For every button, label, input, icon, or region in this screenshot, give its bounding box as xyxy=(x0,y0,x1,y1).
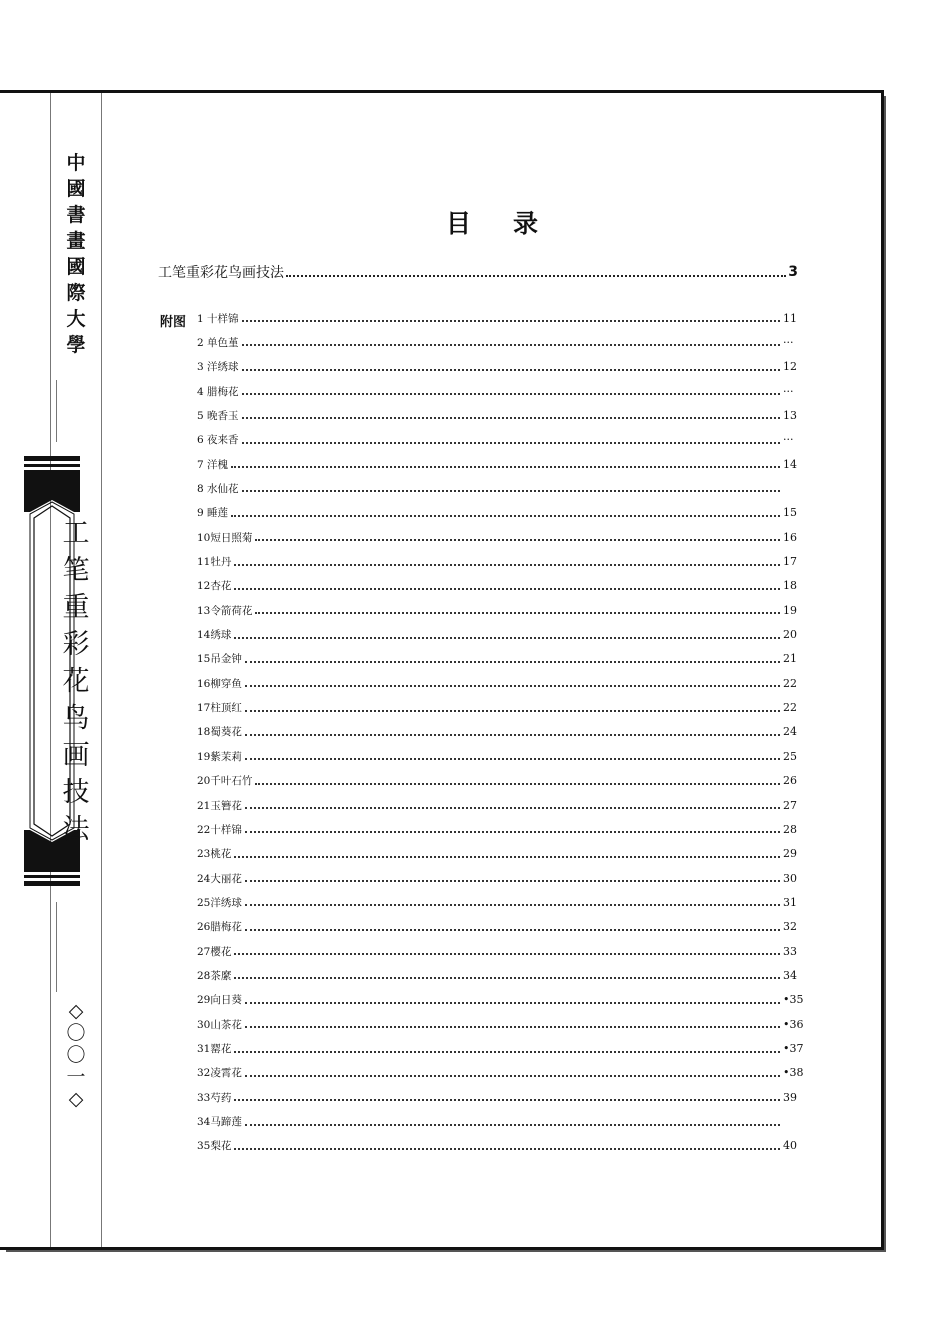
leader-dots xyxy=(245,655,780,663)
toc-entry-label: 10短日照菊 xyxy=(197,531,253,544)
book-title xyxy=(56,515,96,848)
leader-dots xyxy=(234,850,780,858)
toc-entry-page: ··· xyxy=(783,433,794,447)
toc-entry xyxy=(197,967,813,983)
toc-entry xyxy=(197,1041,813,1057)
toc-entry xyxy=(197,724,813,740)
toc-entry xyxy=(197,1089,813,1105)
toc-entry-page: 26 xyxy=(783,774,797,788)
toc-entry xyxy=(197,554,813,570)
toc-entry-label: 30山茶花 xyxy=(197,1018,242,1031)
toc-entry-page: •35 xyxy=(783,993,804,1007)
toc-entry-label: 35梨花 xyxy=(197,1140,232,1153)
toc-entry-label: 19紫茉莉 xyxy=(197,750,242,763)
leader-dots xyxy=(286,267,786,277)
page-number xyxy=(56,1000,96,1110)
toc-entry xyxy=(197,797,813,813)
toc-entry-label: 32凌霄花 xyxy=(197,1067,242,1080)
toc-entry-label: 17柱顶红 xyxy=(197,702,242,715)
toc-entry xyxy=(197,1138,813,1154)
frame-bottom-shadow xyxy=(6,1250,886,1252)
toc-entry xyxy=(197,310,813,326)
toc-entry-label: 11牡丹 xyxy=(197,556,232,568)
leader-dots xyxy=(242,411,780,419)
toc-entry xyxy=(197,627,813,643)
leader-dots xyxy=(245,874,780,882)
toc-entry-page: 33 xyxy=(783,944,797,958)
toc-entry-label: 4 腊梅花 xyxy=(197,385,239,398)
toc-entry xyxy=(197,870,813,886)
toc-entry xyxy=(197,334,813,350)
leader-dots xyxy=(245,704,780,712)
toc-entry-label: 14绣球 xyxy=(197,629,232,642)
leader-dots xyxy=(234,1142,780,1150)
leader-dots xyxy=(234,631,780,639)
leader-dots xyxy=(231,460,780,468)
leader-dots xyxy=(234,1045,780,1053)
toc-entry-label: 27樱花 xyxy=(197,945,232,958)
toc-entry-page: 18 xyxy=(783,579,797,593)
toc-entry xyxy=(197,505,813,521)
frame-top-border xyxy=(0,90,884,93)
toc-entry-page: 21 xyxy=(783,652,797,666)
leader-dots xyxy=(234,582,780,590)
leader-dots xyxy=(242,338,780,346)
toc-entry xyxy=(197,432,813,448)
spine-right-rule xyxy=(101,93,102,1247)
toc-entry-page: 30 xyxy=(783,871,797,885)
toc-entry-page: ··· xyxy=(783,335,794,349)
page_number-char: 〇 xyxy=(66,1044,86,1066)
leader-dots xyxy=(245,752,780,760)
toc-entry xyxy=(197,748,813,764)
toc-entry-page: ··· xyxy=(783,384,794,398)
toc-entry-label: 8 水仙花 xyxy=(197,482,239,495)
page_number-char: 一 xyxy=(66,1066,86,1088)
toc-entry xyxy=(197,407,813,423)
toc-entry xyxy=(197,773,813,789)
toc-entry-label: 9 睡莲 xyxy=(197,507,229,520)
toc-entry-label: 28茶縻 xyxy=(197,969,232,982)
series_title-char: 際 xyxy=(66,282,86,304)
book_title-char: 重 xyxy=(62,592,90,623)
toc-entry-page: 12 xyxy=(783,360,797,374)
leader-dots xyxy=(245,923,780,931)
leader-dots xyxy=(245,898,780,906)
series_title-char: 書 xyxy=(66,204,86,226)
toc-entry-label: 20千叶石竹 xyxy=(197,775,253,788)
leader-dots xyxy=(245,1020,780,1028)
toc-entry xyxy=(197,846,813,862)
toc-entry xyxy=(197,675,813,691)
toc-entry-label: 6 夜来香 xyxy=(197,434,239,447)
toc-entry-page: 22 xyxy=(783,701,797,715)
toc-entry xyxy=(197,578,813,594)
book_title-char: 画 xyxy=(62,740,90,771)
leader-dots xyxy=(255,533,780,541)
leader-dots xyxy=(234,558,780,566)
toc-entry-page: 27 xyxy=(783,798,797,812)
toc-title: 目录 xyxy=(446,209,581,238)
book_title-char: 笔 xyxy=(62,555,90,586)
spine-separator-bottom xyxy=(56,902,57,992)
toc-entry-page: 19 xyxy=(783,603,797,617)
leader-dots xyxy=(245,679,780,687)
series_title-char: 中 xyxy=(66,152,86,174)
page_number-char: ◇ xyxy=(68,1088,84,1110)
book_title-char: 彩 xyxy=(62,629,90,660)
toc-entry-label: 29向日葵 xyxy=(197,994,242,1007)
book_title-char: 花 xyxy=(62,666,90,697)
toc-entry-label: 23桃花 xyxy=(197,848,232,861)
leader-dots xyxy=(245,728,780,736)
leader-dots xyxy=(242,436,780,444)
book_title-char: 法 xyxy=(62,814,90,845)
toc-entry xyxy=(197,821,813,837)
leader-dots xyxy=(242,484,780,492)
series-title xyxy=(56,150,96,358)
leader-dots xyxy=(242,314,780,322)
toc-entry xyxy=(197,992,813,1008)
toc-entry-page: 39 xyxy=(783,1090,797,1104)
toc-entry xyxy=(197,919,813,935)
toc-entry-label: 7 洋槐 xyxy=(197,458,229,471)
toc-main-entry-page: 3 xyxy=(788,264,798,280)
toc-entry-label: 18蜀葵花 xyxy=(197,726,242,739)
leader-dots xyxy=(231,509,780,517)
toc-entry-label: 1 十样锦 xyxy=(197,312,239,325)
toc-entry xyxy=(197,456,813,472)
toc-entry-label: 26腊梅花 xyxy=(197,921,242,934)
toc-entry xyxy=(197,943,813,959)
toc-entry-page: 16 xyxy=(783,530,797,544)
toc-entry xyxy=(197,529,813,545)
toc-entry-page: 13 xyxy=(783,408,797,422)
toc-entry-page: 11 xyxy=(783,311,797,325)
toc-entry xyxy=(197,1065,813,1081)
toc-entry-label: 16柳穿鱼 xyxy=(197,677,242,690)
toc-entry-label: 2 单色堇 xyxy=(197,336,239,349)
toc-entry-label: 31罂花 xyxy=(197,1043,232,1055)
toc-entry-label: 22十样锦 xyxy=(197,823,242,836)
toc-entry xyxy=(197,894,813,910)
toc-entry-page: 32 xyxy=(783,920,797,934)
leader-dots xyxy=(245,825,780,833)
toc-entry-label: 33芍药 xyxy=(197,1091,232,1104)
toc-entry-page: 17 xyxy=(783,555,797,568)
toc-main-entry xyxy=(158,262,798,282)
series_title-char: 畫 xyxy=(66,230,86,252)
toc-entry-page: 40 xyxy=(783,1139,797,1153)
figure-section-label: 附图 xyxy=(160,315,187,330)
toc-entry-page: 24 xyxy=(783,725,797,739)
series_title-char: 國 xyxy=(66,178,86,200)
toc-entry-page: 25 xyxy=(783,749,797,763)
frame-right-shadow xyxy=(884,96,886,1252)
leader-dots xyxy=(245,1069,780,1077)
toc-entry xyxy=(197,1114,813,1130)
toc-entry xyxy=(197,602,813,618)
toc-entry xyxy=(197,700,813,716)
toc-entry xyxy=(197,1016,813,1032)
series_title-char: 學 xyxy=(66,334,86,356)
page_number-char: ◇ xyxy=(68,1000,84,1022)
leader-dots xyxy=(242,363,780,371)
toc-entry-label: 21玉簪花 xyxy=(197,799,242,812)
toc-entry-page: 28 xyxy=(783,822,797,836)
leader-dots xyxy=(234,1093,780,1101)
toc-main-entry-label: 工笔重彩花鸟画技法 xyxy=(158,265,284,281)
spine-separator-top xyxy=(56,380,57,442)
leader-dots xyxy=(245,1118,780,1126)
toc-entry-page: •38 xyxy=(783,1066,804,1080)
toc-entry-label: 15吊金钟 xyxy=(197,653,242,666)
toc-entry-label: 24大丽花 xyxy=(197,872,242,885)
leader-dots xyxy=(255,606,780,614)
toc-entry xyxy=(197,383,813,399)
toc-entry-label: 25洋绣球 xyxy=(197,896,242,909)
toc-entry-page: 15 xyxy=(783,506,797,520)
leader-dots xyxy=(242,387,780,395)
toc-entry-label: 3 洋绣球 xyxy=(197,361,239,374)
toc-entry-page: 34 xyxy=(783,968,797,982)
toc-entry-label: 13令箭荷花 xyxy=(197,604,253,617)
toc-entry-page: 14 xyxy=(783,457,797,471)
page_number-char: 〇 xyxy=(66,1022,86,1044)
series_title-char: 國 xyxy=(66,256,86,278)
toc-entry-page: 29 xyxy=(783,847,797,861)
toc-entry-page: 31 xyxy=(783,895,797,909)
toc-entry-page: 22 xyxy=(783,676,797,690)
book_title-char: 工 xyxy=(62,518,90,549)
leader-dots xyxy=(255,777,780,785)
toc-entry-label: 5 晚香玉 xyxy=(197,409,239,422)
book_title-char: 鸟 xyxy=(62,703,90,734)
toc-entry xyxy=(197,480,813,496)
toc-entry xyxy=(197,651,813,667)
leader-dots xyxy=(245,996,780,1004)
series_title-char: 大 xyxy=(66,308,86,330)
toc-entry-page: 20 xyxy=(783,628,797,642)
leader-dots xyxy=(234,947,780,955)
book_title-char: 技 xyxy=(62,777,90,808)
toc-entry-label: 12杏花 xyxy=(197,580,232,593)
leader-dots xyxy=(245,801,780,809)
toc-entry-label: 34马蹄莲 xyxy=(197,1116,242,1129)
leader-dots xyxy=(234,971,780,979)
toc-entry-page: •36 xyxy=(783,1017,804,1031)
toc-entry xyxy=(197,359,813,375)
toc-entry-page: •37 xyxy=(783,1042,804,1055)
